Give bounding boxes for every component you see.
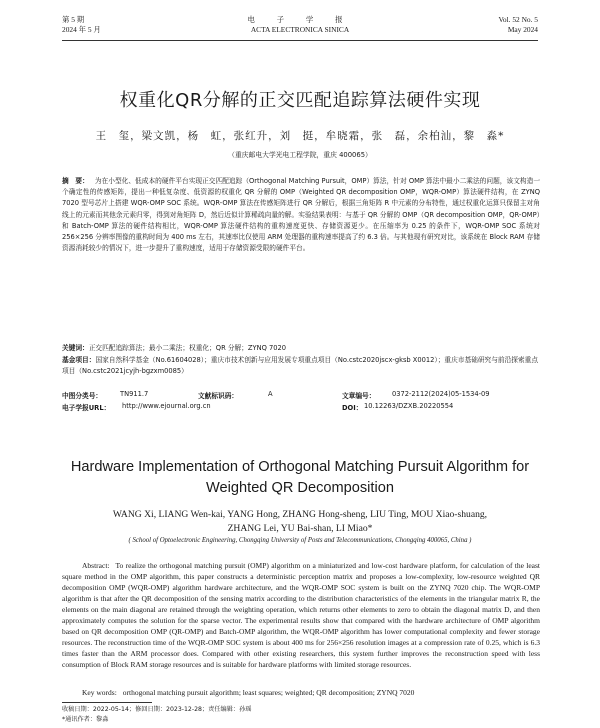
running-header xyxy=(62,15,538,43)
header-right xyxy=(499,15,539,35)
footnote-divider xyxy=(62,702,152,703)
affiliation-en: ( School of Optoelectronic Engineering, Chongqing University of Posts and Telecommunications, Chongqing 400065, China ) xyxy=(128,537,472,544)
doi-value[interactable]: 10.12263/DZXB.20220554 xyxy=(364,402,454,410)
abstract-en xyxy=(62,560,540,670)
affiliation-cn: （重庆邮电大学光电工程学院，重庆 400065） xyxy=(228,151,372,159)
journal-url-label: 电子学报URL： xyxy=(62,404,111,412)
authors-en-line-1: WANG Xi, LIANG Wen-kai, YANG Hong, ZHANG Hong-sheng, LIU Ting, MOU Xiao-shuang, xyxy=(112,509,488,520)
journal-url[interactable]: http://www.ejournal.org.cn xyxy=(122,402,211,410)
abstract-text-en: To realize the orthogonal matching pursuit (OMP) algorithm on a miniaturized and low-cost hardware platform, for calculation of the least square method in the OMP algorithm, this paper constructs a deterministic perception matrix and proposes a low-complexity, low-resource weighted QR decomposition OMP (WQR-OMP) algorithm hardware architecture, and the WQR-OMP SOC system is built on the ZYNQ 7020 chip. The WQR-OMP algorithm is that after the QR decomposition of the sensing matrix according to the distribution characteristics of the elements in the triangular matrix R, the elements on the main diagonal are retained through the weighting operation, which returns other elements to zero to obtain the diagonal matrix D, and then approximately computes the solution for the sparse vector. The experimental results show that compared with the hardware architecture of OMP algorithm based on QR decomposition OMP (QR-OMP) and Batch-OMP algorithm, the WQR-OMP algorithm has lower computational complexity and fewer storage resources. The reconstruction time of the WQR-OMP SOC system is about 400 ms for 256×256 resolution images at a compression rate of 0.25, which is 6.3 times faster than the ARM processor does. Compared with other existing researchers, this system further improves the reconstruction speed with less consumption of Block RAM storage resources and is suitable for hardware platforms with limited storage resources. xyxy=(62,561,540,670)
fund-text: 国家自然科学基金（No.61604028）；重庆市技术创新与应用发展专项重点项目（No.cstc2020jscx-gksb X0012）；重庆市基础研究与前沿探索重点项目（No.cstc2021jcyjh-bgzxm0085） xyxy=(62,356,539,376)
doc-code-value: A xyxy=(268,390,273,398)
doc-code-label: 文献标识码： xyxy=(198,392,239,400)
author-list-cn: 王 玺，梁文凯，杨 虹，张红升，刘 挺，牟晓霜，张 磊，余柏汕，黎 淼* xyxy=(95,130,505,142)
abstract-cn xyxy=(62,176,540,254)
issue-date-en: May 2024 xyxy=(507,25,538,34)
fund-info xyxy=(62,355,540,377)
article-title-cn: 权重化QR分解的正交匹配追踪算法硬件实现 xyxy=(119,90,481,111)
doi-label: DOI： xyxy=(342,404,363,412)
journal-name-cn: 电 子 学 报 xyxy=(247,15,353,24)
volume-number: Vol. 52 No. 5 xyxy=(498,15,538,24)
header-center xyxy=(62,15,538,35)
corresponding-author: *通讯作者：黎淼 xyxy=(62,715,109,723)
keywords-en xyxy=(82,688,540,697)
journal-name-en: ACTA ELECTRONICA SINICA xyxy=(250,25,350,34)
keywords-text-en: orthogonal matching pursuit algorithm; least squares; weighted; QR decomposition; ZYNQ 7020 xyxy=(122,688,415,697)
received-date: 收稿日期：2022-05-14；修回日期：2023-12-28；责任编辑：孙瑶 xyxy=(62,706,252,713)
abstract-text-cn: 为在小型化、低成本的硬件平台实现正交匹配追踪（Orthogonal Matching Pursuit，OMP）算法，针对 OMP 算法中最小二乘法的问题，该文构造一个确定性的传感矩阵，提出一种低复杂度、低资源的权重化 QR 分解的 OMP（Weighted QR decomposition OMP，WQR-OMP）算法硬件结构，在 ZYNQ 7020 型号芯片上搭建 WQR-OMP SOC 系统。WQR-OMP 算法在传感矩阵进行 QR 分解后，根据三角矩阵 R 中元素的分布特性，通过权重化运算只保留主对角线上的元素而其他余元素归零，得到对角矩阵 D，然后近似计算稀疏向量的解。实验结果表明：与基于 QR 分解的 OMP（QR decomposition OMP，QR-OMP）和 Batch-OMP 算法的硬件结构相比，WQR-OMP 算法硬件结构的重构速度更快、存储资源更少。在压缩率为 0.25 的条件下，WQR-OMP SOC 系统对 256×256 分辨率图像的重构时间为 400 ms 左右，其速率比仅使用 ARM 处理器的重构速率提高了约 6.3 倍。与其他现有研究对比，该系统在 Block RAM 存储资源消耗较少的情况下，进一步提升了重构速度，适用于存储资源受限的硬件平台。 xyxy=(62,177,541,253)
fund-label: 基金项目： xyxy=(62,356,96,364)
keywords-label-en: Key words: xyxy=(82,688,117,697)
issue-number: 第 5 期 xyxy=(62,15,85,24)
clc-label: 中图分类号： xyxy=(62,392,103,400)
footnotes xyxy=(62,705,251,724)
header-divider xyxy=(62,40,538,41)
keywords-label-cn: 关键词： xyxy=(62,344,89,352)
abstract-label-en: Abstract: xyxy=(82,561,110,570)
keywords-text-cn: 正交匹配追踪算法；最小二乘法；权重化；QR 分解；ZYNQ 7020 xyxy=(88,344,286,352)
title-en-line-2: Weighted QR Decomposition xyxy=(206,480,394,496)
url-doi-row xyxy=(62,402,540,413)
authors-en-line-2: ZHANG Lei, YU Bai-shan, LI Miao* xyxy=(227,523,373,534)
classification-row xyxy=(62,390,540,401)
article-number-value: 0372-2112(2024)05-1534-09 xyxy=(392,390,490,398)
keywords-cn xyxy=(62,343,540,354)
author-list-en xyxy=(0,508,600,536)
article-title-en xyxy=(0,457,600,499)
issue-date-cn: 2024 年 5 月 xyxy=(62,25,101,34)
title-en-line-1: Hardware Implementation of Orthogonal Matching Pursuit Algorithm for xyxy=(70,459,530,475)
abstract-label-cn: 摘 要： xyxy=(62,177,89,185)
clc-value: TN911.7 xyxy=(120,390,149,398)
article-number-label: 文章编号： xyxy=(342,392,376,400)
